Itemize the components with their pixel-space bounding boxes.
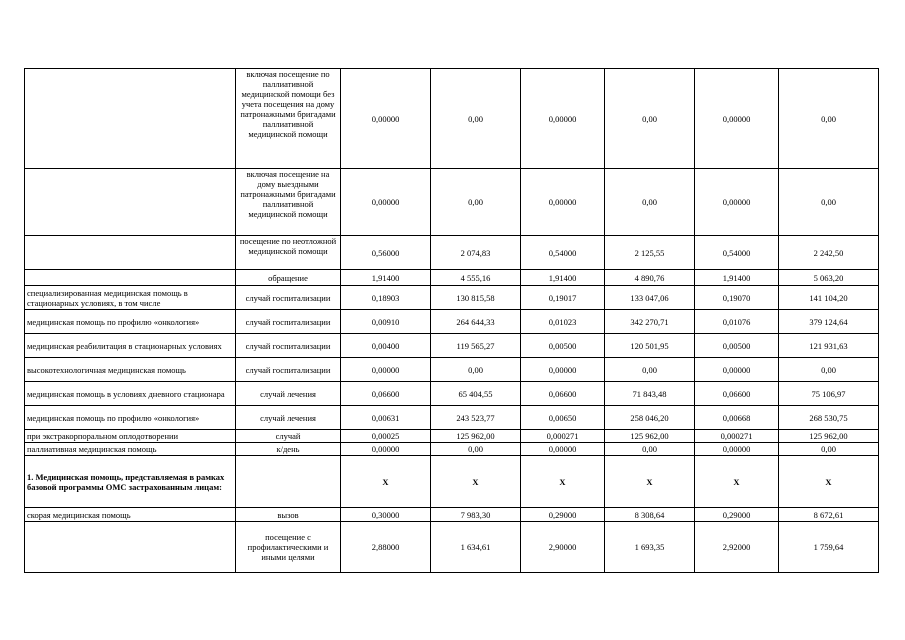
cell-value: 0,00000 <box>695 69 779 169</box>
cell-value: 1 693,35 <box>605 522 695 573</box>
cell-value: 0,00000 <box>521 69 605 169</box>
cell-value: 0,00 <box>605 358 695 382</box>
section-heading: 1. Медицинская помощь, представляемая в рамках базовой программы ОМС застрахованным лицам: <box>25 456 236 508</box>
row-name: скорая медицинская помощь <box>25 508 236 522</box>
cell-value: 133 047,06 <box>605 286 695 310</box>
cell-value: 0,00 <box>605 69 695 169</box>
table-row <box>25 286 879 310</box>
cell-value: 0,00000 <box>341 358 431 382</box>
cell-value: 0,56000 <box>341 236 431 270</box>
cell-value: 1,91400 <box>341 270 431 286</box>
table-row <box>25 270 879 286</box>
cell-value: X <box>695 456 779 508</box>
cell-value: 125 962,00 <box>779 430 879 443</box>
cell-value: 0,00000 <box>341 169 431 236</box>
cell-value: 0,00 <box>431 169 521 236</box>
cell-value: X <box>605 456 695 508</box>
cell-value: 0,01076 <box>695 310 779 334</box>
row-name <box>25 69 236 169</box>
cell-value: 0,00 <box>605 169 695 236</box>
table-row <box>25 508 879 522</box>
cell-value: 264 644,33 <box>431 310 521 334</box>
cell-value: 0,00000 <box>341 443 431 456</box>
table-row <box>25 522 879 573</box>
cell-value: 0,00000 <box>695 358 779 382</box>
row-unit: случай госпитализации <box>236 334 341 358</box>
table-row <box>25 69 879 169</box>
row-name <box>25 169 236 236</box>
row-unit: посещение с профилактическими и иными целями <box>236 522 341 573</box>
cell-value: 0,19070 <box>695 286 779 310</box>
cell-value: 0,00 <box>779 169 879 236</box>
row-name <box>25 522 236 573</box>
cell-value: 125 962,00 <box>431 430 521 443</box>
cell-value: 0,00000 <box>521 358 605 382</box>
cell-value: 0,30000 <box>341 508 431 522</box>
cell-value: X <box>341 456 431 508</box>
cell-value: 0,06600 <box>695 382 779 406</box>
row-name: медицинская помощь в условиях дневного стационара <box>25 382 236 406</box>
cell-value: 258 046,20 <box>605 406 695 430</box>
row-unit: случай госпитализации <box>236 286 341 310</box>
cell-value: 0,00 <box>605 443 695 456</box>
cell-value: 342 270,71 <box>605 310 695 334</box>
cell-value: 2 242,50 <box>779 236 879 270</box>
row-unit: к/день <box>236 443 341 456</box>
cell-value: 0,00000 <box>521 443 605 456</box>
row-unit: случай лечения <box>236 382 341 406</box>
table-row <box>25 456 879 508</box>
cell-value: 0,00 <box>779 358 879 382</box>
row-unit: включая посещение на дому выездными патронажными бригадами паллиативной медицинской помощи <box>236 169 341 236</box>
cell-value: 0,29000 <box>521 508 605 522</box>
row-unit: вызов <box>236 508 341 522</box>
cell-value: 121 931,63 <box>779 334 879 358</box>
cell-value: 2,92000 <box>695 522 779 573</box>
cell-value: 0,00000 <box>695 443 779 456</box>
row-unit: случай <box>236 430 341 443</box>
row-unit: обращение <box>236 270 341 286</box>
table-row <box>25 358 879 382</box>
cell-value: 1,91400 <box>521 270 605 286</box>
cell-value: 119 565,27 <box>431 334 521 358</box>
table-row <box>25 406 879 430</box>
row-name <box>25 236 236 270</box>
cell-value: X <box>431 456 521 508</box>
cell-value: 0,00500 <box>521 334 605 358</box>
cell-value: X <box>779 456 879 508</box>
cell-value: 1 759,64 <box>779 522 879 573</box>
cell-value: 0,00500 <box>695 334 779 358</box>
cell-value: 379 124,64 <box>779 310 879 334</box>
row-name: медицинская помощь по профилю «онкология» <box>25 406 236 430</box>
cell-value: 1 634,61 <box>431 522 521 573</box>
table-row <box>25 430 879 443</box>
row-unit: случай госпитализации <box>236 358 341 382</box>
table-row <box>25 236 879 270</box>
cell-value: 2 074,83 <box>431 236 521 270</box>
table-row <box>25 382 879 406</box>
table-row <box>25 169 879 236</box>
cell-value: 0,54000 <box>695 236 779 270</box>
cell-value: 1,91400 <box>695 270 779 286</box>
cell-value: 0,00 <box>431 69 521 169</box>
cell-value: 0,06600 <box>521 382 605 406</box>
cell-value: 8 672,61 <box>779 508 879 522</box>
cell-value: 0,00000 <box>521 169 605 236</box>
cell-value: 120 501,95 <box>605 334 695 358</box>
cell-value: 0,19017 <box>521 286 605 310</box>
cell-value: 0,54000 <box>521 236 605 270</box>
row-name: специализированная медицинская помощь в стационарных условиях, в том числе <box>25 286 236 310</box>
cell-value: 141 104,20 <box>779 286 879 310</box>
cell-value: 4 890,76 <box>605 270 695 286</box>
cell-value: 7 983,30 <box>431 508 521 522</box>
row-name: медицинская реабилитация в стационарных условиях <box>25 334 236 358</box>
cell-value: 0,00 <box>431 358 521 382</box>
row-unit: случай лечения <box>236 406 341 430</box>
row-unit: включая посещение по паллиативной медицинской помощи без учета посещения на дому патронажными бригадами паллиативной медицинской помощи <box>236 69 341 169</box>
cell-value: 0,00910 <box>341 310 431 334</box>
cell-value: 2 125,55 <box>605 236 695 270</box>
row-name: при экстракорпоральном оплодотворении <box>25 430 236 443</box>
cell-value: 0,00400 <box>341 334 431 358</box>
table-row <box>25 443 879 456</box>
cell-value: 0,18903 <box>341 286 431 310</box>
cell-value: 130 815,58 <box>431 286 521 310</box>
cell-value: 0,00 <box>779 443 879 456</box>
row-name: медицинская помощь по профилю «онкология» <box>25 310 236 334</box>
cell-value: 8 308,64 <box>605 508 695 522</box>
cell-value: 0,00650 <box>521 406 605 430</box>
cell-value: 0,00631 <box>341 406 431 430</box>
cell-value: 0,00 <box>779 69 879 169</box>
row-name: паллиативная медицинская помощь <box>25 443 236 456</box>
row-name: высокотехнологичная медицинская помощь <box>25 358 236 382</box>
cell-value: 0,000271 <box>695 430 779 443</box>
row-unit: посещение по неотложной медицинской помощи <box>236 236 341 270</box>
row-unit <box>236 456 341 508</box>
cell-value: 0,00000 <box>341 69 431 169</box>
table-row <box>25 334 879 358</box>
cell-value: 0,00000 <box>695 169 779 236</box>
table-row <box>25 310 879 334</box>
cell-value: 75 106,97 <box>779 382 879 406</box>
cell-value: 0,00668 <box>695 406 779 430</box>
cell-value: 0,00025 <box>341 430 431 443</box>
cell-value: 4 555,16 <box>431 270 521 286</box>
cell-value: 0,01023 <box>521 310 605 334</box>
row-name <box>25 270 236 286</box>
cell-value: 243 523,77 <box>431 406 521 430</box>
row-unit: случай госпитализации <box>236 310 341 334</box>
cell-value: 0,29000 <box>695 508 779 522</box>
cell-value: X <box>521 456 605 508</box>
tariff-table <box>24 68 879 573</box>
cell-value: 0,06600 <box>341 382 431 406</box>
cell-value: 5 063,20 <box>779 270 879 286</box>
cell-value: 65 404,55 <box>431 382 521 406</box>
cell-value: 0,00 <box>431 443 521 456</box>
cell-value: 2,90000 <box>521 522 605 573</box>
cell-value: 2,88000 <box>341 522 431 573</box>
cell-value: 0,000271 <box>521 430 605 443</box>
cell-value: 268 530,75 <box>779 406 879 430</box>
cell-value: 125 962,00 <box>605 430 695 443</box>
cell-value: 71 843,48 <box>605 382 695 406</box>
